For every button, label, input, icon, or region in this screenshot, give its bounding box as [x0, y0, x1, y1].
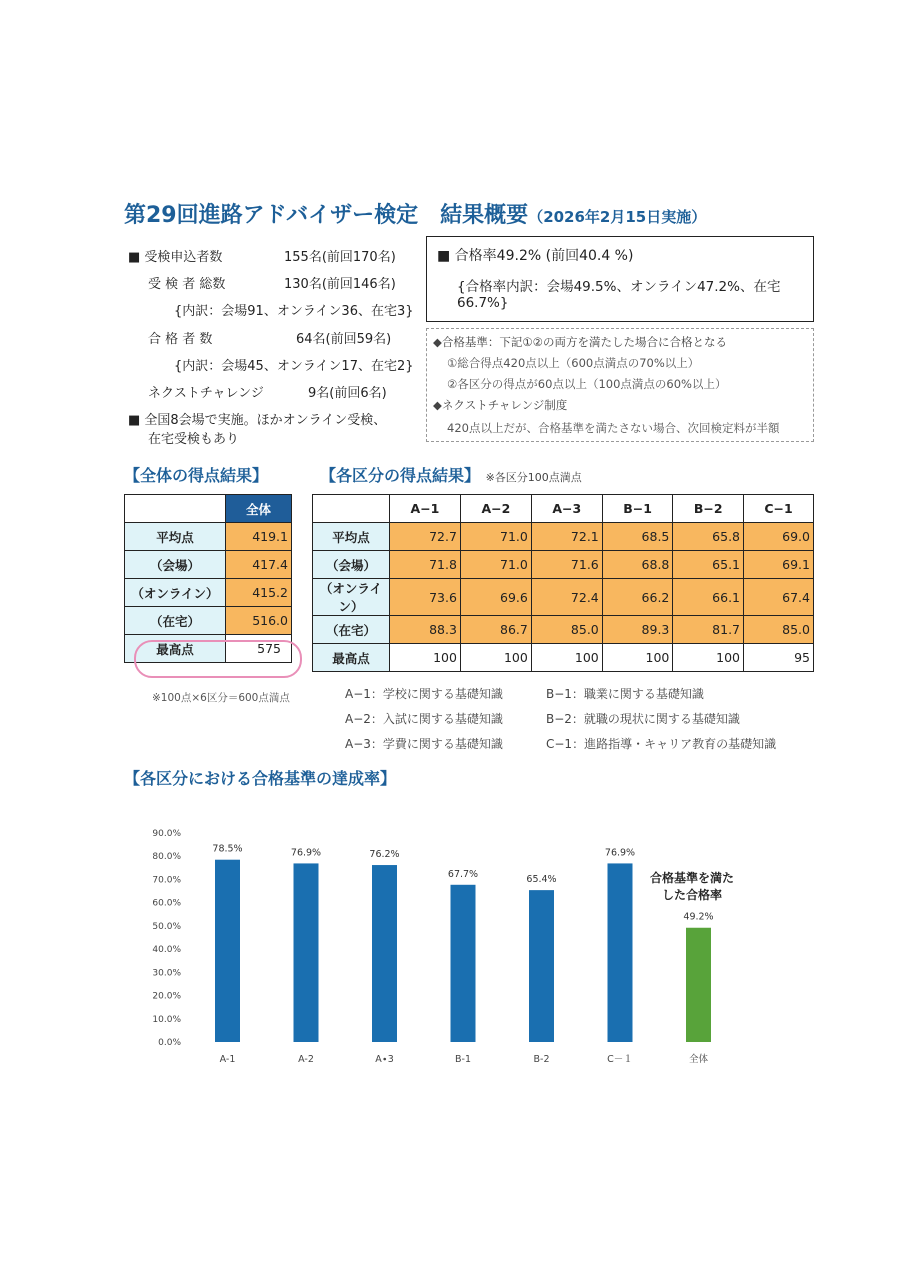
- col-header: B−1: [602, 495, 673, 523]
- row-label: （在宅）: [313, 616, 390, 644]
- row-label: 最高点: [125, 635, 226, 663]
- legend-item: A−2：入試に関する基礎知識: [345, 712, 503, 726]
- chart-annotation-line2: した合格率: [661, 888, 723, 902]
- col-header: C−1: [744, 495, 814, 523]
- row-label: （会場）: [125, 551, 226, 579]
- table-cell: 69.1: [744, 551, 814, 579]
- bar-value-label: 78.5%: [212, 843, 243, 855]
- bar-value-label: 76.9%: [604, 847, 636, 859]
- table-cell: 66.2: [602, 579, 673, 616]
- category-label: 全体: [688, 1054, 709, 1065]
- category-label: B-1: [455, 1054, 471, 1065]
- applicants-value: 155名(前回170名): [284, 250, 396, 265]
- category-label: A∙3: [375, 1054, 394, 1065]
- legend-item: A−3：学費に関する基礎知識: [345, 737, 503, 751]
- table-cell: 88.3: [390, 616, 461, 644]
- category-label: B-2: [533, 1054, 550, 1065]
- table-cell: 516.0: [226, 607, 292, 635]
- bar-value-label: 76.2%: [369, 849, 400, 861]
- overall-col-header: 全体: [226, 495, 292, 523]
- table-cell: 71.8: [390, 551, 461, 579]
- table-cell: 71.0: [460, 551, 531, 579]
- criteria-line5: 420点以上だが、合格基準を満たさない場合、次回検定料が半額: [447, 421, 780, 435]
- table-cell: 95: [744, 644, 814, 672]
- table-cell: 65.8: [673, 523, 744, 551]
- row-label: （オンライン）: [313, 579, 390, 616]
- passers-value: 64名(前回59名): [296, 332, 392, 347]
- table-cell: 100: [602, 644, 673, 672]
- title-main: 第29回進路アドバイザー検定 結果概要: [124, 203, 529, 228]
- row-label: 最高点: [313, 644, 390, 672]
- criteria-line2: ①総合得点420点以上（600点満点の70%以上）: [447, 356, 700, 370]
- table-cell: 85.0: [744, 616, 814, 644]
- venue-note-2: 在宅受検もあり: [148, 432, 240, 447]
- table-cell: 68.5: [602, 523, 673, 551]
- col-header: A−2: [460, 495, 531, 523]
- y-tick-label: 50.0%: [152, 921, 181, 932]
- bar-value-label: 76.9%: [290, 847, 322, 859]
- category-label: A-2: [298, 1054, 314, 1065]
- table-cell: 417.4: [226, 551, 292, 579]
- y-tick-label: 10.0%: [152, 1014, 181, 1025]
- examinees-value: 130名(前回146名): [284, 277, 396, 292]
- table-cell: 419.1: [226, 523, 292, 551]
- criteria-line4: ◆ネクストチャレンジ制度: [433, 398, 568, 412]
- overall-heading: 【全体の得点結果】: [124, 466, 269, 485]
- y-tick-label: 80.0%: [152, 852, 181, 863]
- table-cell: 73.6: [390, 579, 461, 616]
- pass-rate-line1: ■ 合格率49.2% (前回40.4 %): [437, 248, 634, 264]
- table-cell: 71.6: [531, 551, 602, 579]
- table-cell: 100: [460, 644, 531, 672]
- row-label: 平均点: [313, 523, 390, 551]
- table-cell: 72.1: [531, 523, 602, 551]
- category-label: A-1: [219, 1054, 236, 1065]
- examinees-label: 受 検 者 総数: [148, 277, 226, 292]
- legend-item: A−1：学校に関する基礎知識: [345, 687, 503, 701]
- criteria-line3: ②各区分の得点が60点以上（100点満点の60%以上）: [447, 377, 727, 391]
- table-cell: 85.0: [531, 616, 602, 644]
- criteria-line1: ◆合格基準：下記①②の両方を満たした場合に合格となる: [433, 335, 727, 349]
- table-cell: 72.7: [390, 523, 461, 551]
- bar: [686, 928, 711, 1042]
- row-label: （在宅）: [125, 607, 226, 635]
- passers-breakdown: {内訳：会場45、オンライン17、在宅2}: [174, 359, 414, 374]
- bar: [294, 863, 319, 1042]
- table-cell: 67.4: [744, 579, 814, 616]
- legend-item: B−1：職業に関する基礎知識: [546, 687, 704, 701]
- bar: [451, 885, 476, 1042]
- row-label: （会場）: [313, 551, 390, 579]
- applicants-label: ■ 受検申込者数: [128, 250, 223, 265]
- next-challenge-value: 9名(前回6名): [308, 386, 387, 401]
- chart-heading: 【各区分における合格基準の達成率】: [124, 769, 397, 788]
- col-header: A−1: [390, 495, 461, 523]
- table-cell: 89.3: [602, 616, 673, 644]
- table-cell: 69.0: [744, 523, 814, 551]
- chart-annotation-line1: 合格基準を満た: [649, 871, 735, 885]
- table-cell: 69.6: [460, 579, 531, 616]
- sections-heading-text: 【各区分の得点結果】: [320, 466, 481, 485]
- y-tick-label: 20.0%: [152, 991, 181, 1002]
- next-challenge-label: ネクストチャレンジ: [148, 386, 264, 401]
- table-cell: 66.1: [673, 579, 744, 616]
- y-tick-label: 60.0%: [152, 898, 181, 909]
- bar: [529, 890, 554, 1042]
- examinees-breakdown: {内訳：会場91、オンライン36、在宅3}: [174, 304, 414, 319]
- bar: [215, 860, 240, 1042]
- col-header: A−3: [531, 495, 602, 523]
- overall-note: ※100点×6区分＝600点満点: [152, 692, 290, 704]
- passers-label: 合 格 者 数: [148, 332, 213, 347]
- table-cell: 100: [390, 644, 461, 672]
- bar-value-label: 67.7%: [447, 868, 479, 880]
- title-date: （2026年2月15日実施）: [528, 208, 707, 226]
- row-label: 平均点: [125, 523, 226, 551]
- y-tick-label: 90.0%: [152, 829, 181, 839]
- bar-value-label: 65.4%: [526, 874, 557, 886]
- table-cell: 65.1: [673, 551, 744, 579]
- y-tick-label: 30.0%: [152, 968, 181, 979]
- y-tick-label: 70.0%: [152, 875, 181, 886]
- row-label: （オンライン）: [125, 579, 226, 607]
- category-label: C－１: [607, 1054, 633, 1065]
- legend-item: C−1：進路指導・キャリア教育の基礎知識: [546, 737, 777, 751]
- y-tick-label: 40.0%: [152, 945, 181, 956]
- bar: [608, 863, 633, 1042]
- table-cell: 86.7: [460, 616, 531, 644]
- sections-heading-note: ※各区分100点満点: [485, 471, 582, 484]
- table-cell: 100: [673, 644, 744, 672]
- table-cell: 100: [531, 644, 602, 672]
- col-header: B−2: [673, 495, 744, 523]
- table-cell: 68.8: [602, 551, 673, 579]
- pass-rate-line2: {合格率内訳：会場49.5%、オンライン47.2%、在宅: [457, 279, 781, 295]
- table-cell: 81.7: [673, 616, 744, 644]
- bar: [372, 865, 397, 1042]
- table-cell: 72.4: [531, 579, 602, 616]
- legend-item: B−2：就職の現状に関する基礎知識: [546, 712, 740, 726]
- table-cell: 71.0: [460, 523, 531, 551]
- bar-value-label: 49.2%: [683, 911, 714, 923]
- table-cell: 575: [226, 635, 292, 663]
- pass-rate-line3: 66.7%}: [457, 295, 509, 311]
- y-tick-label: 0.0%: [158, 1038, 181, 1048]
- venue-note-1: ■ 全国8会場で実施。ほかオンライン受検、: [128, 413, 387, 428]
- table-cell: 415.2: [226, 579, 292, 607]
